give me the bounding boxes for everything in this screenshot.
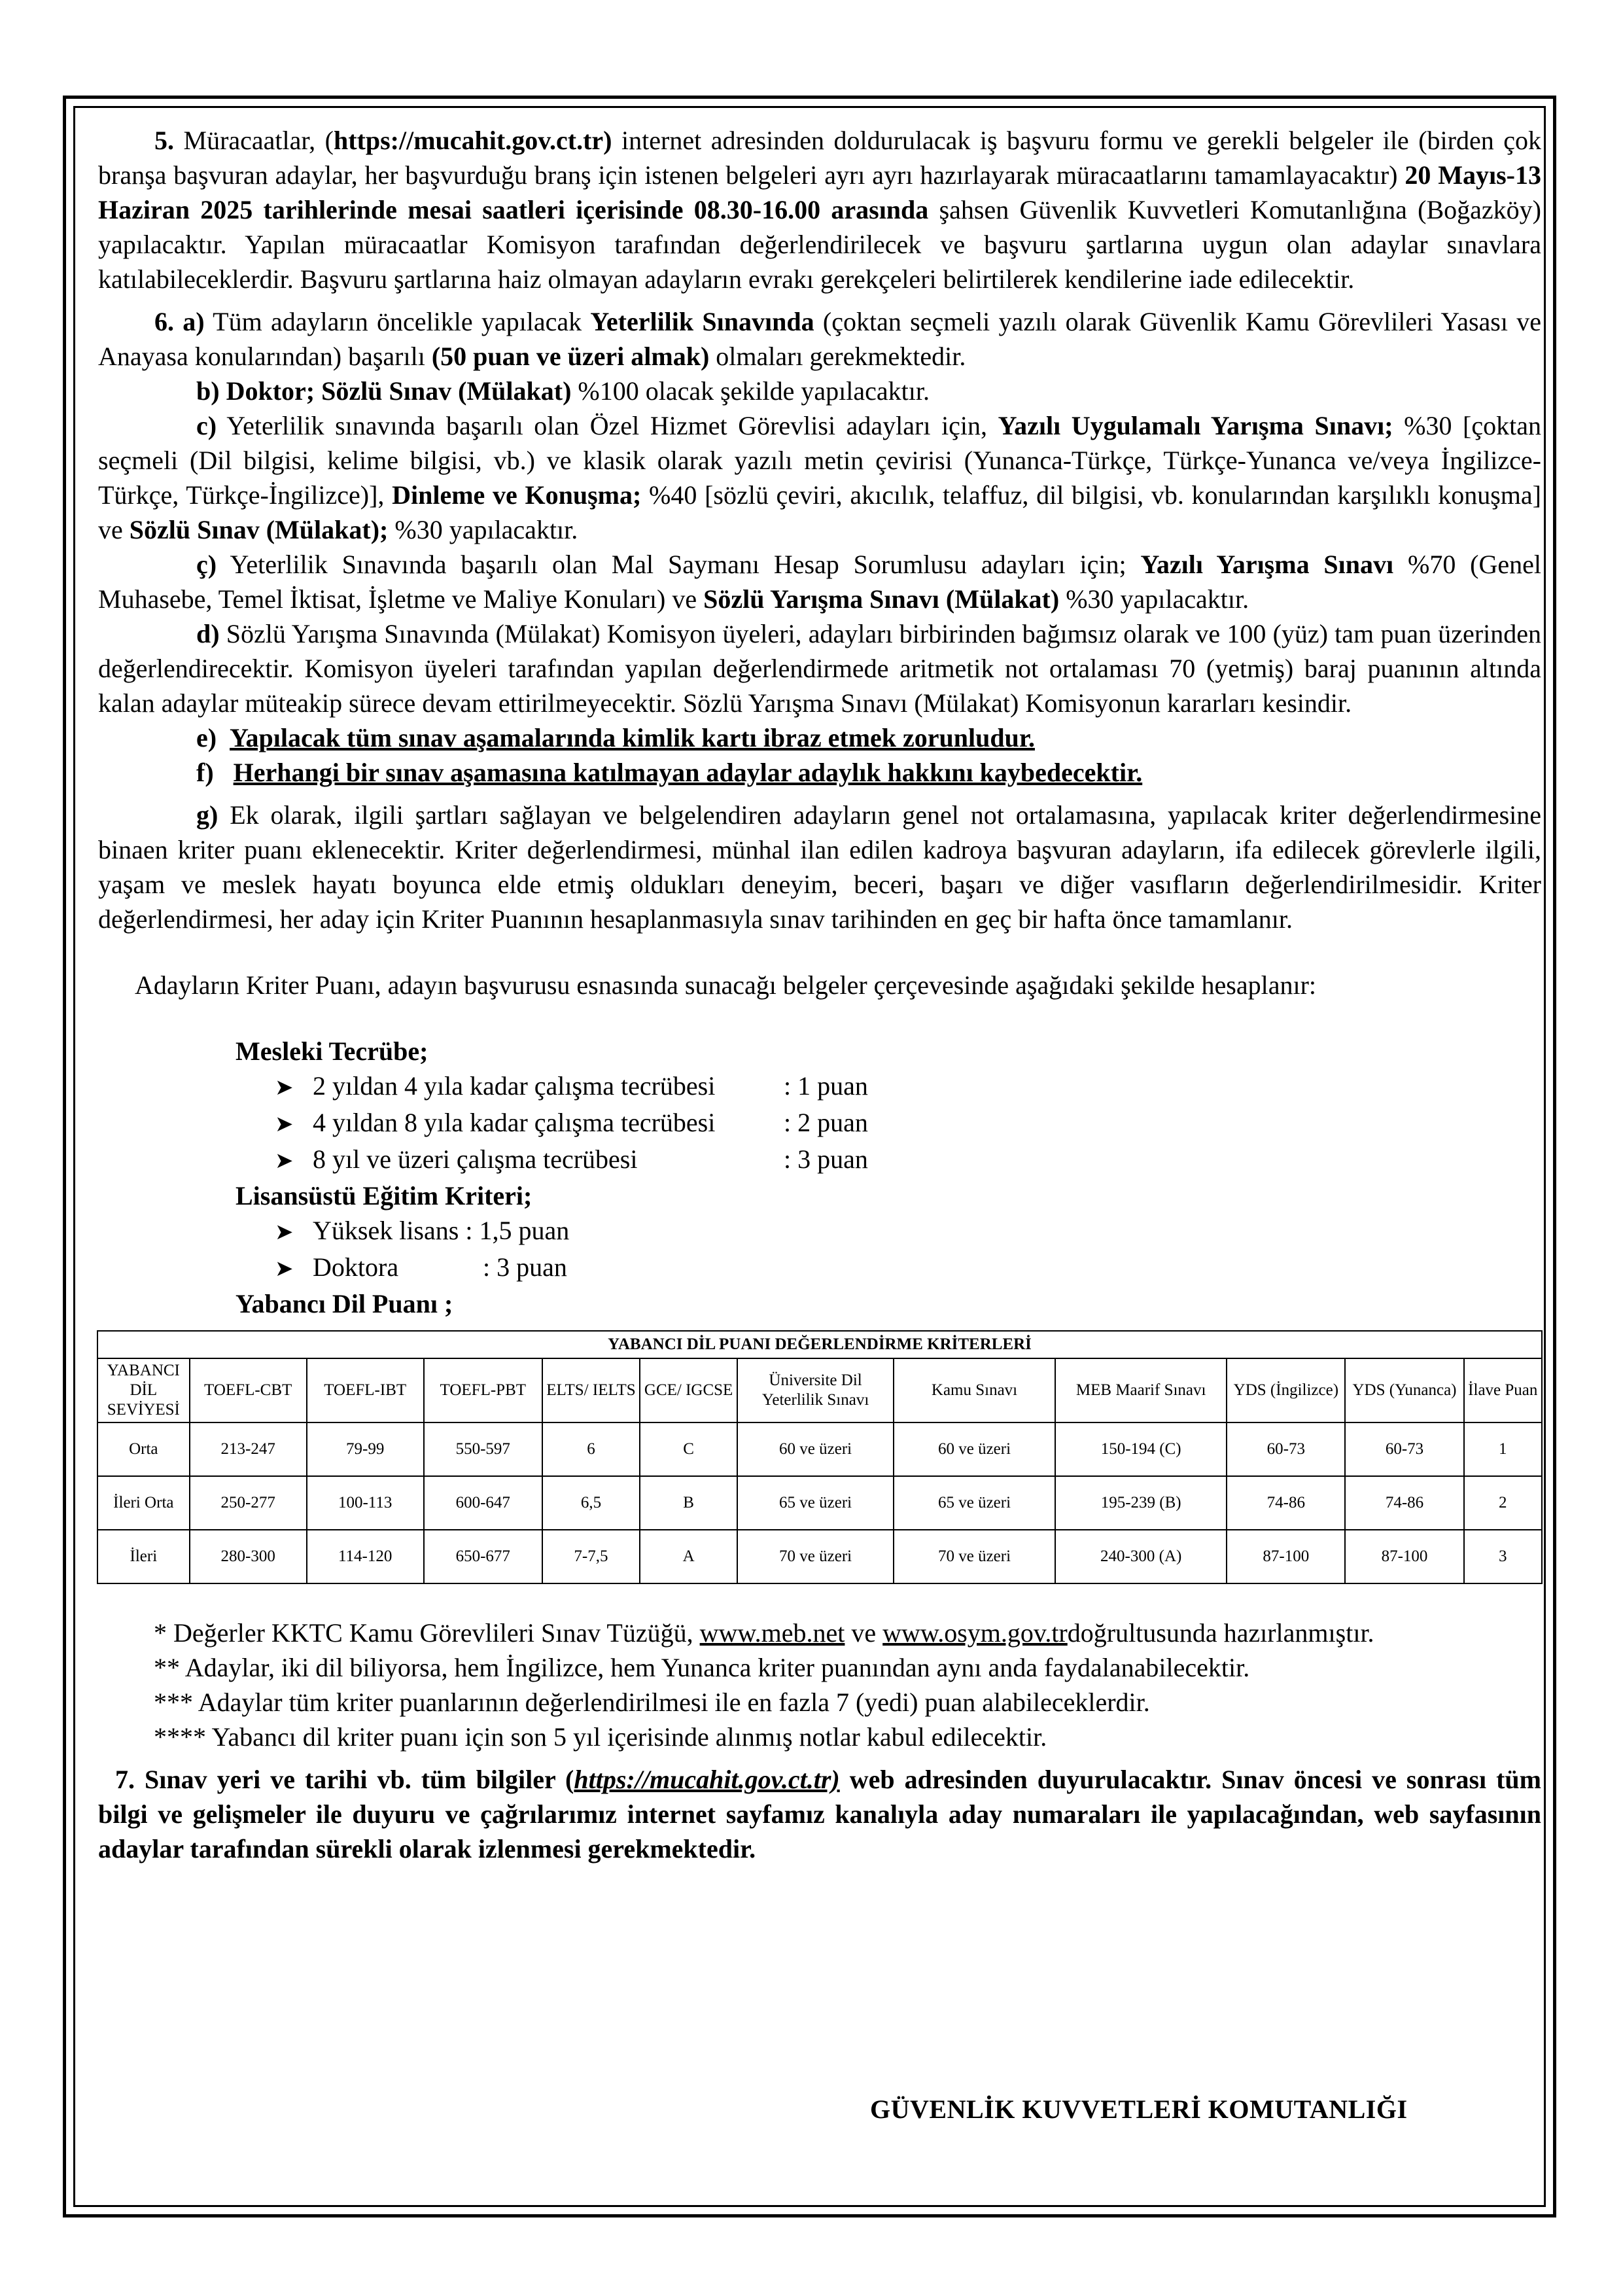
meb-link[interactable]: www.meb.net: [699, 1618, 845, 1648]
item-6g-paragraph: g) Ek olarak, ilgili şartları sağlayan ve belgelendiren adayların genel not ortalamasına, yapılacak kriter değerlendirmesine binaen kriter puanı eklenecektir. Kriter değerlendirmesi, münhal ilan edilen kadroya başvuran adayların, ifa edilecek görevlerle ilgili, yaşam ve meslek hayatı boyunca elde etmiş oldukları deneyim, beceri, başarı ve diğer vasıfların değerlendirilmesidir. Kriter değerlendirmesi, her aday için Kriter Puanının hesaplanmasıyla sınav tarihinden en geç bir hafta önce tamamlanır.: [98, 800, 1541, 934]
announcement-url[interactable]: https://mucahit.gov.ct.tr): [574, 1765, 840, 1794]
item-6e-paragraph: e) Yapılacak tüm sınav aşamalarında kimlik kartı ibraz etmek zorunludur.: [196, 723, 1035, 752]
lisansustu-item: ➤ Yüksek lisans : 1,5 puan: [98, 1213, 1541, 1250]
footnote-3: *** Adaylar tüm kriter puanlarının değerlendirilmesi ile en fazla 7 (yedi) puan alabileceklerdir.: [154, 1687, 1150, 1717]
mesleki-title: Mesleki Tecrübe;: [236, 1036, 428, 1066]
table-header: MEB Maarif Sınavı: [1055, 1358, 1227, 1422]
table-header: ELTS/ IELTS: [542, 1358, 640, 1422]
arrow-bullet-icon: ➤: [275, 1257, 294, 1281]
item-6a-paragraph: 6. a) Tüm adayların öncelikle yapılacak Yeterlilik Sınavında (çoktan seçmeli yazılı olarak Güvenlik Kamu Görevlileri Yasası ve Anayasa konularından) başarılı (50 puan ve üzeri almak) olmaları gerekmektedir.: [98, 307, 1541, 371]
table-header: GCE/ IGCSE: [640, 1358, 737, 1422]
arrow-bullet-icon: ➤: [275, 1220, 294, 1245]
footnotes: [98, 1616, 1541, 1754]
footnote-2: ** Adaylar, iki dil biliyorsa, hem İngilizce, hem Yunanca kriter puanından aynı anda faydalanabilecektir.: [154, 1653, 1250, 1682]
lisansustu-item: ➤ Doktora : 3 puan: [98, 1250, 1541, 1286]
item-6cc-paragraph: ç) Yeterlilik Sınavında başarılı olan Mal Saymanı Hesap Sorumlusu adayları için; Yazılı Yarışma Sınavı %70 (Genel Muhasebe, Temel İktisat, İşletme ve Maliye Konuları) ve Sözlü Yarışma Sınavı (Mülakat) %30 yapılacaktır.: [98, 550, 1542, 614]
yabanci-dil-title: Yabancı Dil Puanı ;: [236, 1289, 453, 1318]
footnote-1: * Değerler KKTC Kamu Görevlileri Sınav Tüzüğü, www.meb.net ve www.osym.gov.trdoğrultusunda hazırlanmıştır.: [154, 1618, 1374, 1648]
osym-link[interactable]: www.osym.gov.tr: [882, 1618, 1068, 1648]
language-criteria-table: [97, 1330, 1543, 1584]
criteria-intro: Adayların Kriter Puanı, adayın başvurusu esnasında sunacağı belgeler çerçevesinde aşağıdaki şekilde hesaplanır:: [135, 970, 1317, 1000]
mesleki-item: ➤ 2 yıldan 4 yıla kadar çalışma tecrübesi : 1 puan: [98, 1069, 1541, 1105]
document-body: [98, 123, 1541, 1866]
table-header: YDS (İngilizce): [1227, 1358, 1345, 1422]
table-header: TOEFL-CBT: [190, 1358, 307, 1422]
table-header: YDS (Yunanca): [1345, 1358, 1463, 1422]
mesleki-item: ➤ 4 yıldan 8 yıla kadar çalışma tecrübesi : 2 puan: [98, 1105, 1541, 1142]
footnote-4: **** Yabancı dil kriter puanı için son 5 yıl içerisinde alınmış notlar kabul edilecektir.: [154, 1722, 1047, 1752]
table-header: TOEFL-PBT: [424, 1358, 542, 1422]
arrow-bullet-icon: ➤: [275, 1112, 294, 1137]
table-header: Kamu Sınavı: [894, 1358, 1055, 1422]
table-caption: YABANCI DİL PUANI DEĞERLENDİRME KRİTERLERİ: [97, 1331, 1542, 1358]
mesleki-item: ➤ 8 yıl ve üzeri çalışma tecrübesi : 3 puan: [98, 1142, 1541, 1178]
item-5-paragraph: 5. Müracaatlar, (https://mucahit.gov.ct.tr) internet adresinden doldurulacak iş başvuru formu ve gerekli belgeler ile (birden çok branşa başvuran adaylar, her başvurduğu branş için istenen belgeleri ayrı ayrı hazırlayarak müracaatlarını tamamlayacaktır) 20 Mayıs-13 Haziran 2025 tarihlerinde mesai saatleri içerisinde 08.30-16.00 arasında şahsen Güvenlik Kuvvetleri Komutanlığına (Boğazköy) yapılacaktır. Yapılan müracaatlar Komisyon tarafından değerlendirilecek ve başvuru şartlarına uygun olan adaylar sınavlara katılabileceklerdir. Başvuru şartlarına haiz olmayan adayların evrakı gerekçeleri belirtilerek kendilerine iade edilecektir.: [98, 126, 1542, 294]
signature-authority: GÜVENLİK KUVVETLERİ KOMUTANLIĞI: [870, 2094, 1408, 2124]
arrow-bullet-icon: ➤: [275, 1149, 294, 1173]
item-6b-paragraph: b) Doktor; Sözlü Sınav (Mülakat) %100 olacak şekilde yapılacaktır.: [196, 376, 930, 406]
application-dates: 20 Mayıs-13 Haziran 2025 tarihlerinde mesai saatleri içerisinde 08.30-16.00 arasında: [98, 160, 1541, 224]
application-url[interactable]: https://mucahit.gov.ct.tr): [333, 126, 612, 155]
item-7-paragraph: 7. Sınav yeri ve tarihi vb. tüm bilgiler (https://mucahit.gov.ct.tr) web adresinden duyurulacaktır. Sınav öncesi ve sonrası tüm bilgi ve gelişmeler ile duyuru ve çağrılarımız internet sayfamız kanalıyla aday numaraları ile yapılacağından, web sayfasının adaylar tarafından sürekli olarak izlenmesi gerekmektedir.: [98, 1765, 1541, 1863]
table-header: TOEFL-IBT: [307, 1358, 424, 1422]
table-header: İlave Puan: [1464, 1358, 1542, 1422]
table-header: YABANCI DİL SEVİYESİ: [97, 1358, 190, 1422]
item-6f-paragraph: f) Herhangi bir sınav aşamasına katılmayan adaylar adaylık hakkını kaybedecektir.: [196, 758, 1143, 787]
lisansustu-title: Lisansüstü Eğitim Kriteri;: [236, 1181, 532, 1210]
item-6d-paragraph: d) Sözlü Yarışma Sınavında (Mülakat) Komisyon üyeleri, adayları birbirinden bağımsız olarak ve 100 (yüz) tam puan üzerinden değerlendirecektir. Komisyon üyeleri tarafından yapılan değerlendirmede aritmetik not ortalaması 70 (yetmiş) baraj puanının altında kalan adaylar müteakip sürece devam ettirilmeyecektir. Sözlü Yarışma Sınavı (Mülakat) Komisyonun kararları kesindir.: [98, 619, 1541, 718]
item-5-number: 5.: [154, 126, 174, 155]
table-row: İleri Orta 250-277 100-113 600-647 6,5 B 65 ve üzeri 65 ve üzeri 195-239 (B) 74-86 74-86 2: [97, 1476, 1542, 1530]
table-row: Orta 213-247 79-99 550-597 6 C 60 ve üzeri 60 ve üzeri 150-194 (C) 60-73 60-73 1: [97, 1422, 1542, 1476]
table-row: İleri 280-300 114-120 650-677 7-7,5 A 70 ve üzeri 70 ve üzeri 240-300 (A) 87-100 87-100 3: [97, 1530, 1542, 1583]
table-header: Üniversite Dil Yeterlilik Sınavı: [737, 1358, 894, 1422]
item-6c-paragraph: c) Yeterlilik sınavında başarılı olan Özel Hizmet Görevlisi adayları için, Yazılı Uygulamalı Yarışma Sınavı; %30 [çoktan seçmeli (Dil bilgisi, kelime bilgisi, vb.) ve klasik olarak yazılı metin çevirisi (Yunanca-Türkçe, Türkçe-Yunanca ve/veya İngilizce-Türkçe, Türkçe-İngilizce)], Dinleme ve Konuşma; %40 [sözlü çeviri, akıcılık, telaffuz, dil bilgisi, vb. konularından karşılıklı konuşma] ve Sözlü Sınav (Mülakat); %30 yapılacaktır.: [98, 411, 1542, 544]
arrow-bullet-icon: ➤: [275, 1076, 294, 1100]
